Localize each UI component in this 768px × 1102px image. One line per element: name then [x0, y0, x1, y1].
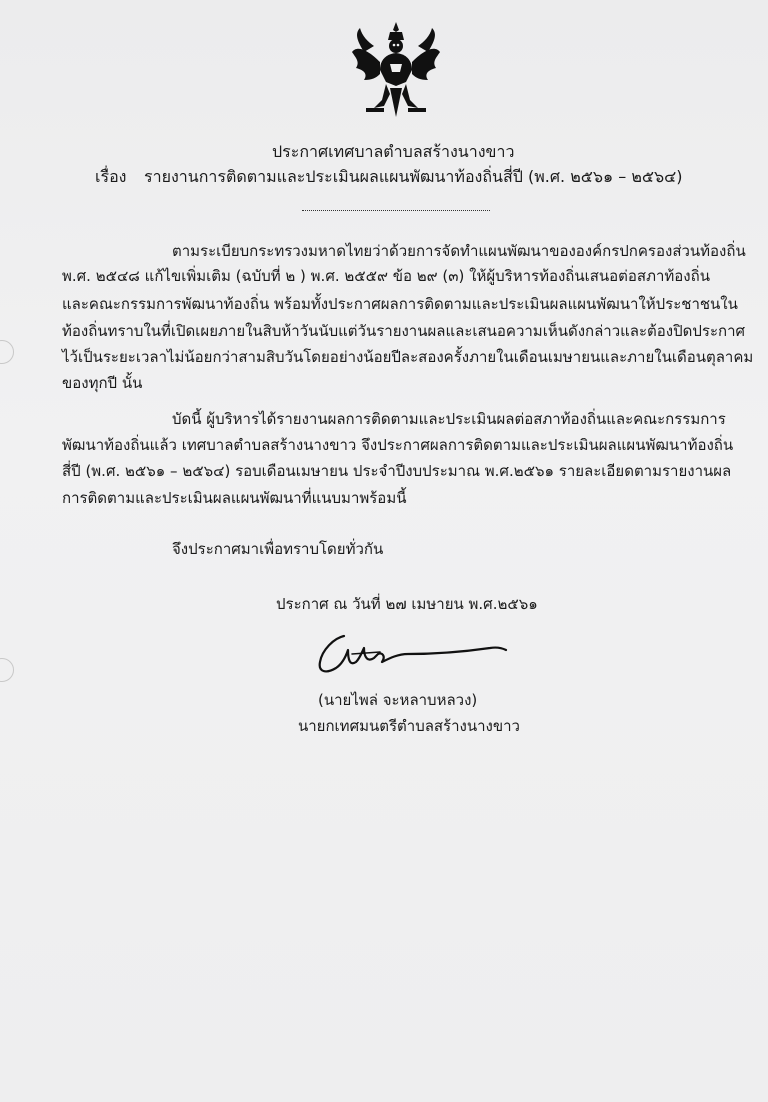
paragraph-1-line: ของทุกปี นั้น: [62, 374, 143, 392]
announcement-title: ประกาศเทศบาลตำบลสร้างนางขาว: [272, 142, 515, 161]
announce-date: ประกาศ ณ วันที่ ๒๗ เมษายน พ.ศ.๒๕๖๑: [276, 595, 538, 613]
paragraph-1-line: ไว้เป็นระยะเวลาไม่น้อยกว่าสามสิบวันโดยอย่างน้อยปีละสองครั้งภายในเดือนเมษายนและภายในเดือนตุลาคม: [62, 348, 754, 366]
paragraph-1-line: ท้องถิ่นทราบในที่เปิดเผยภายในสิบห้าวันนับแต่วันรายงานผลและเสนอความเห็นดังกล่าวและต้องปิดประกาศ: [62, 322, 746, 340]
paragraph-2-line: บัดนี้ ผู้บริหารได้รายงานผลการติดตามและประเมินผลต่อสภาท้องถิ่นและคณะกรรมการ: [172, 410, 726, 428]
dotted-divider: [302, 210, 490, 211]
signer-name: (นายไพล่ จะหลาบหลวง): [318, 691, 478, 709]
subject-text: รายงานการติดตามและประเมินผลแผนพัฒนาท้องถิ่นสี่ปี (พ.ศ. ๒๕๖๑ – ๒๕๖๔): [144, 167, 683, 186]
paragraph-2-line: พัฒนาท้องถิ่นแล้ว เทศบาลตำบลสร้างนางขาว จึงประกาศผลการติดตามและประเมินผลแผนพัฒนาท้องถิ่น: [62, 436, 734, 454]
paragraph-2-line: สี่ปี (พ.ศ. ๒๕๖๑ – ๒๕๖๔) รอบเดือนเมษายน ประจำปีงบประมาณ พ.ศ.๒๕๖๑ รายละเอียดตามรายงานผล: [62, 462, 732, 480]
garuda-emblem-icon: [350, 22, 442, 117]
signer-position: นายกเทศมนตรีตำบลสร้างนางขาว: [298, 717, 520, 735]
paragraph-1-line: และคณะกรรมการพัฒนาท้องถิ่น พร้อมทั้งประกาศผลการติดตามและประเมินผลแผนพัฒนาให้ประชาชนใน: [62, 295, 738, 313]
punch-hole: [0, 340, 14, 364]
punch-hole: [0, 658, 14, 682]
subject-label: เรื่อง: [95, 167, 127, 186]
handwritten-signature: [312, 628, 512, 688]
closing-line: จึงประกาศมาเพื่อทราบโดยทั่วกัน: [172, 540, 384, 558]
paragraph-1-line: ตามระเบียบกระทรวงมหาดไทยว่าด้วยการจัดทำแผนพัฒนาขององค์กรปกครองส่วนท้องถิ่น: [172, 242, 746, 260]
paragraph-2-line: การติดตามและประเมินผลแผนพัฒนาที่แนบมาพร้อมนี้: [62, 489, 407, 507]
paragraph-1-line: พ.ศ. ๒๕๔๘ แก้ไขเพิ่มเติม (ฉบับที่ ๒ ) พ.ศ. ๒๕๕๙ ข้อ ๒๙ (๓) ให้ผู้บริหารท้องถิ่นเสนอต่อสภาท้องถิ่น: [62, 267, 710, 285]
